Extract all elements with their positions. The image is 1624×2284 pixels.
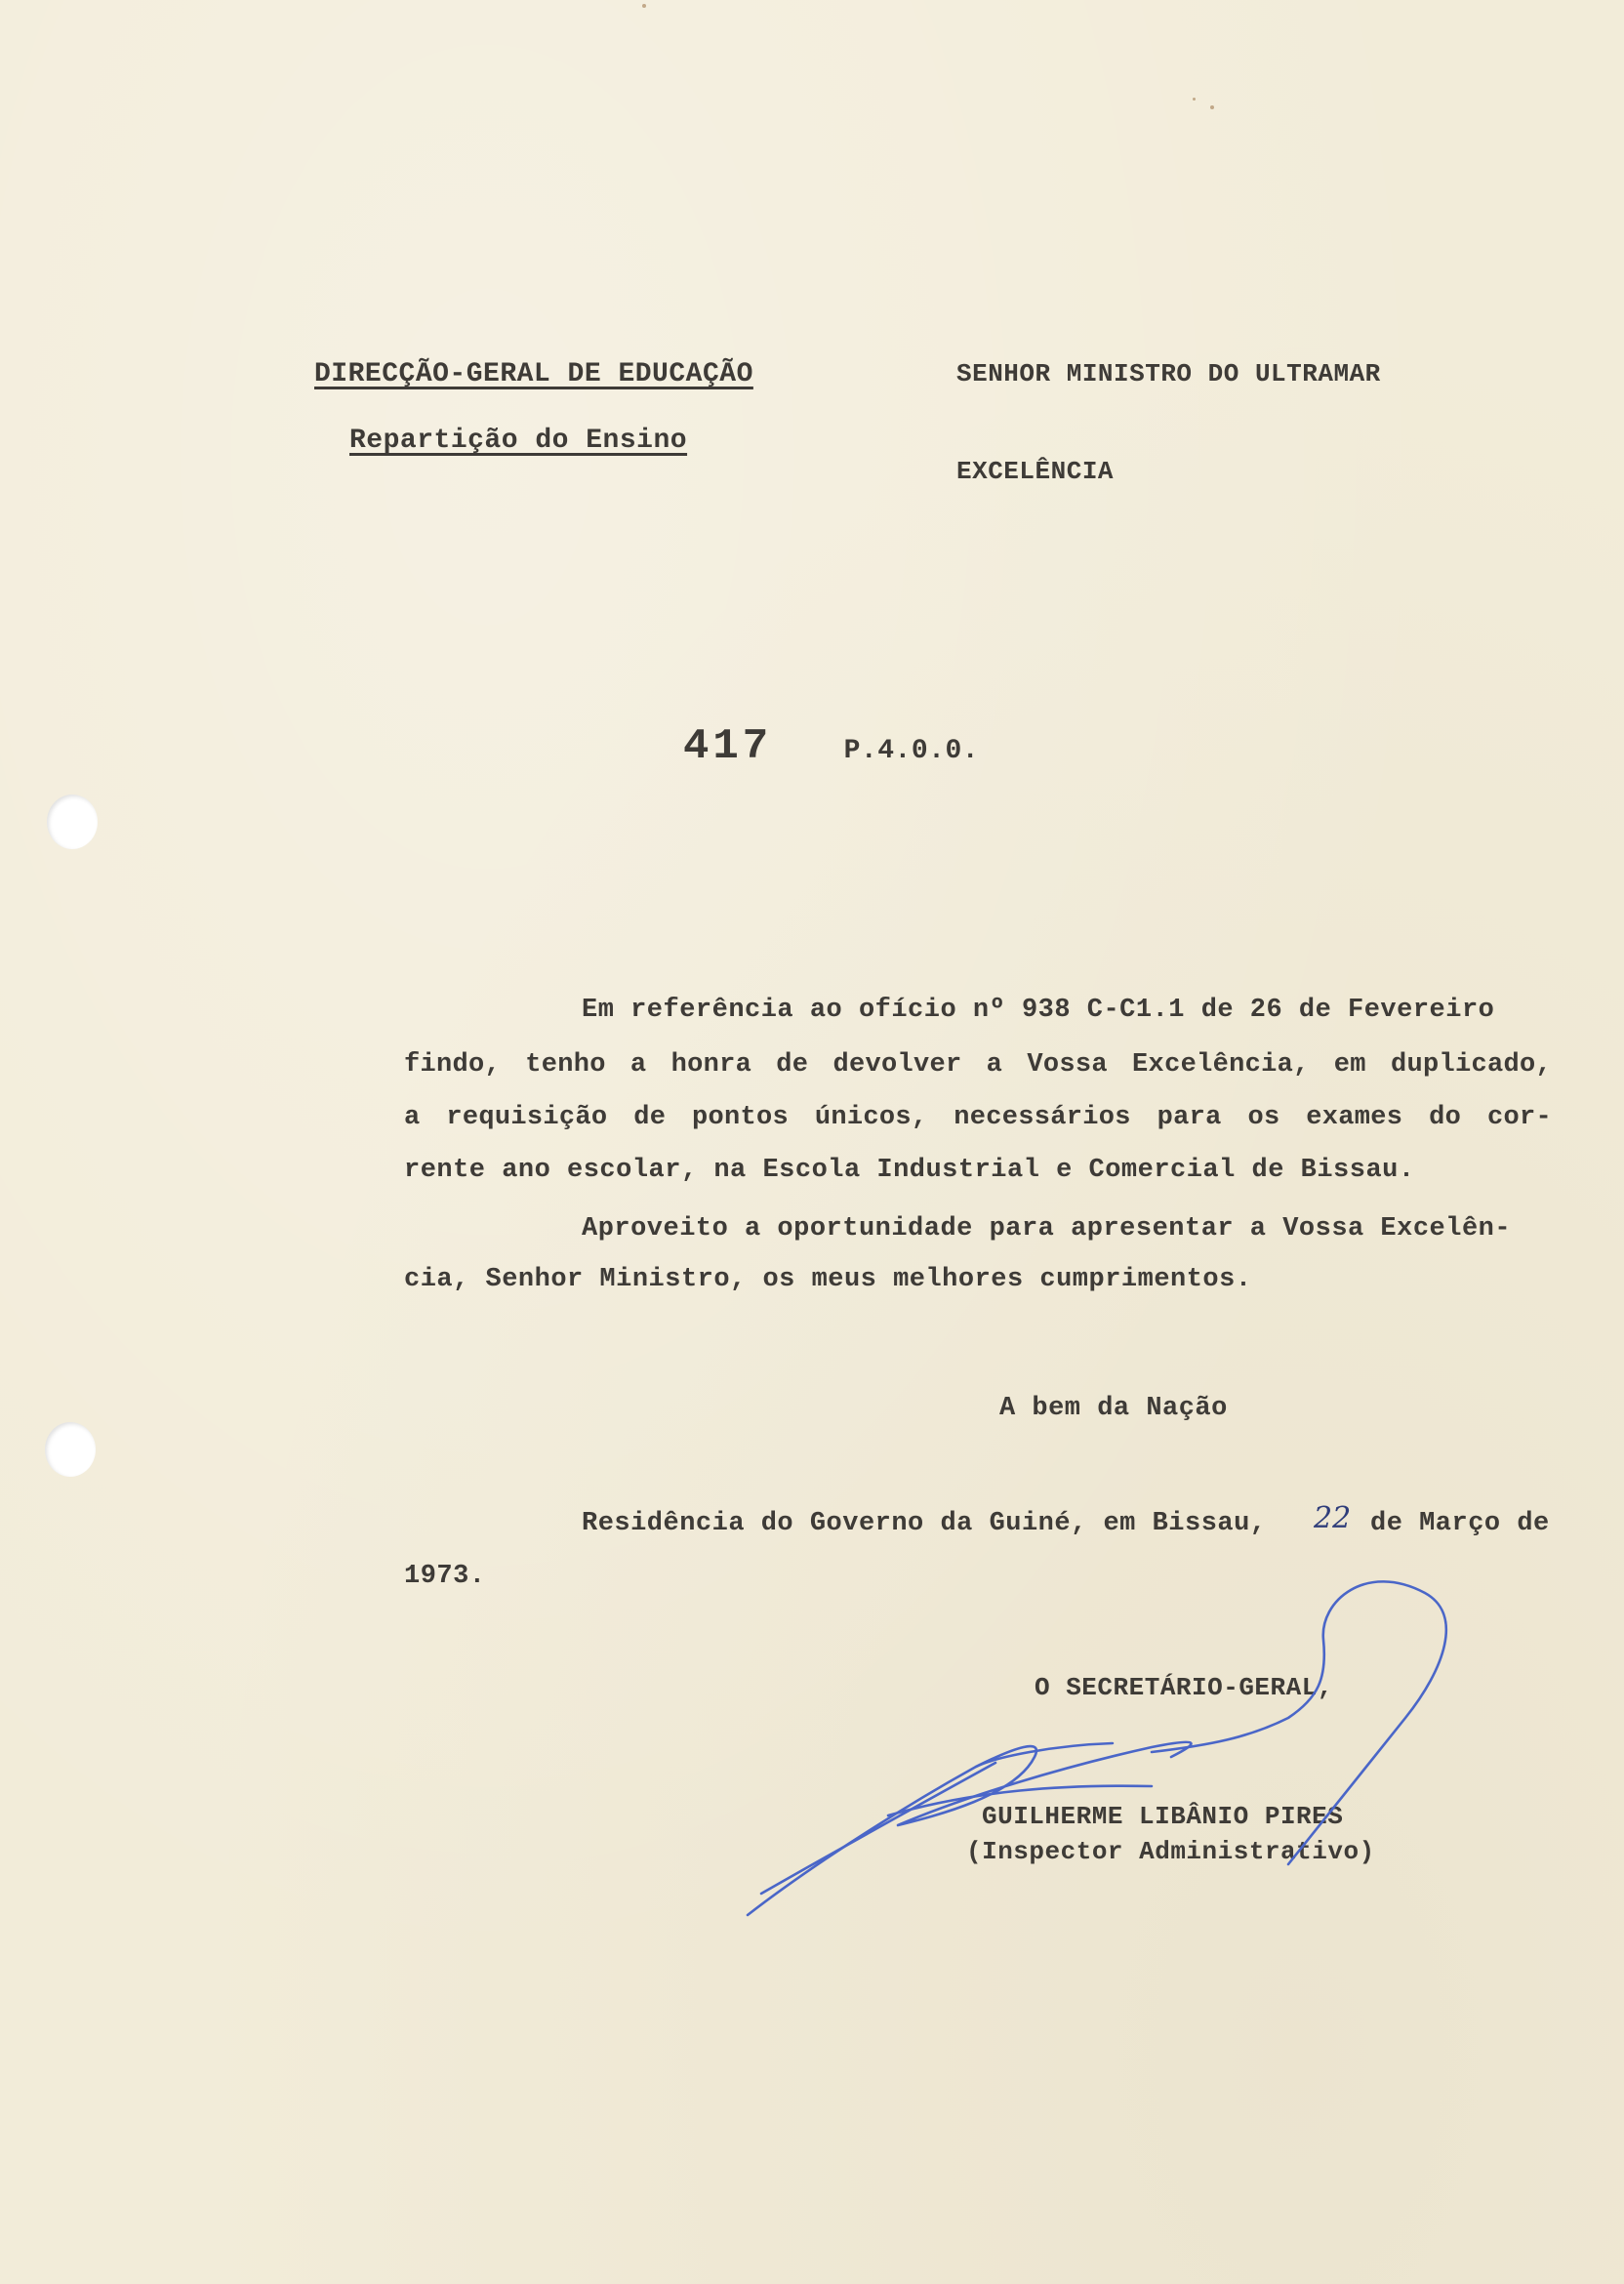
paragraph1-line2: findo, tenho a honra de devolver a Vossa Excelência, em duplicado,: [404, 1050, 1552, 1080]
paper-speck: [642, 4, 646, 8]
reference-code: P.4.0.0.: [843, 736, 980, 766]
punch-hole-top: [47, 795, 98, 849]
salutation-line: EXCELÊNCIA: [956, 457, 1115, 486]
handwritten-day: 22: [1314, 1501, 1352, 1535]
addressee-line: SENHOR MINISTRO DO ULTRAMAR: [956, 359, 1381, 388]
signatory-title: O SECRETÁRIO-GERAL,: [1035, 1673, 1333, 1702]
paragraph1-line4: rente ano escolar, na Escola Industrial e Comercial de Bissau.: [404, 1156, 1415, 1185]
closing-motto: A bem da Nação: [999, 1394, 1228, 1423]
paper-speck: [1210, 105, 1214, 109]
date-year: 1973.: [404, 1562, 486, 1591]
paragraph1-line3: a requisição de pontos únicos, necessários para os exames do cor-: [404, 1103, 1552, 1132]
department-heading: DIRECÇÃO-GERAL DE EDUCAÇÃO: [314, 359, 753, 389]
paragraph1-line1: Em referência ao ofício nº 938 C-C1.1 de 26 de Fevereiro: [582, 996, 1495, 1025]
reference-number: 417: [683, 722, 773, 771]
place-date-suffix: de Março de: [1370, 1509, 1550, 1538]
paragraph2-line2: cia, Senhor Ministro, os meus melhores cumprimentos.: [404, 1265, 1252, 1294]
signatory-role: (Inspector Administrativo): [966, 1837, 1375, 1866]
handwritten-signature: [742, 1571, 1483, 1923]
place-date-prefix: Residência do Governo da Guiné, em Bissau,: [582, 1509, 1267, 1538]
punch-hole-bottom: [45, 1422, 96, 1477]
signatory-name: GUILHERME LIBÂNIO PIRES: [982, 1802, 1344, 1831]
paragraph2-line1: Aproveito a oportunidade para apresentar a Vossa Excelên-: [582, 1214, 1512, 1244]
section-heading: Repartição do Ensino: [349, 426, 688, 456]
paper-speck: [1193, 98, 1196, 101]
reference-block: [683, 722, 979, 771]
